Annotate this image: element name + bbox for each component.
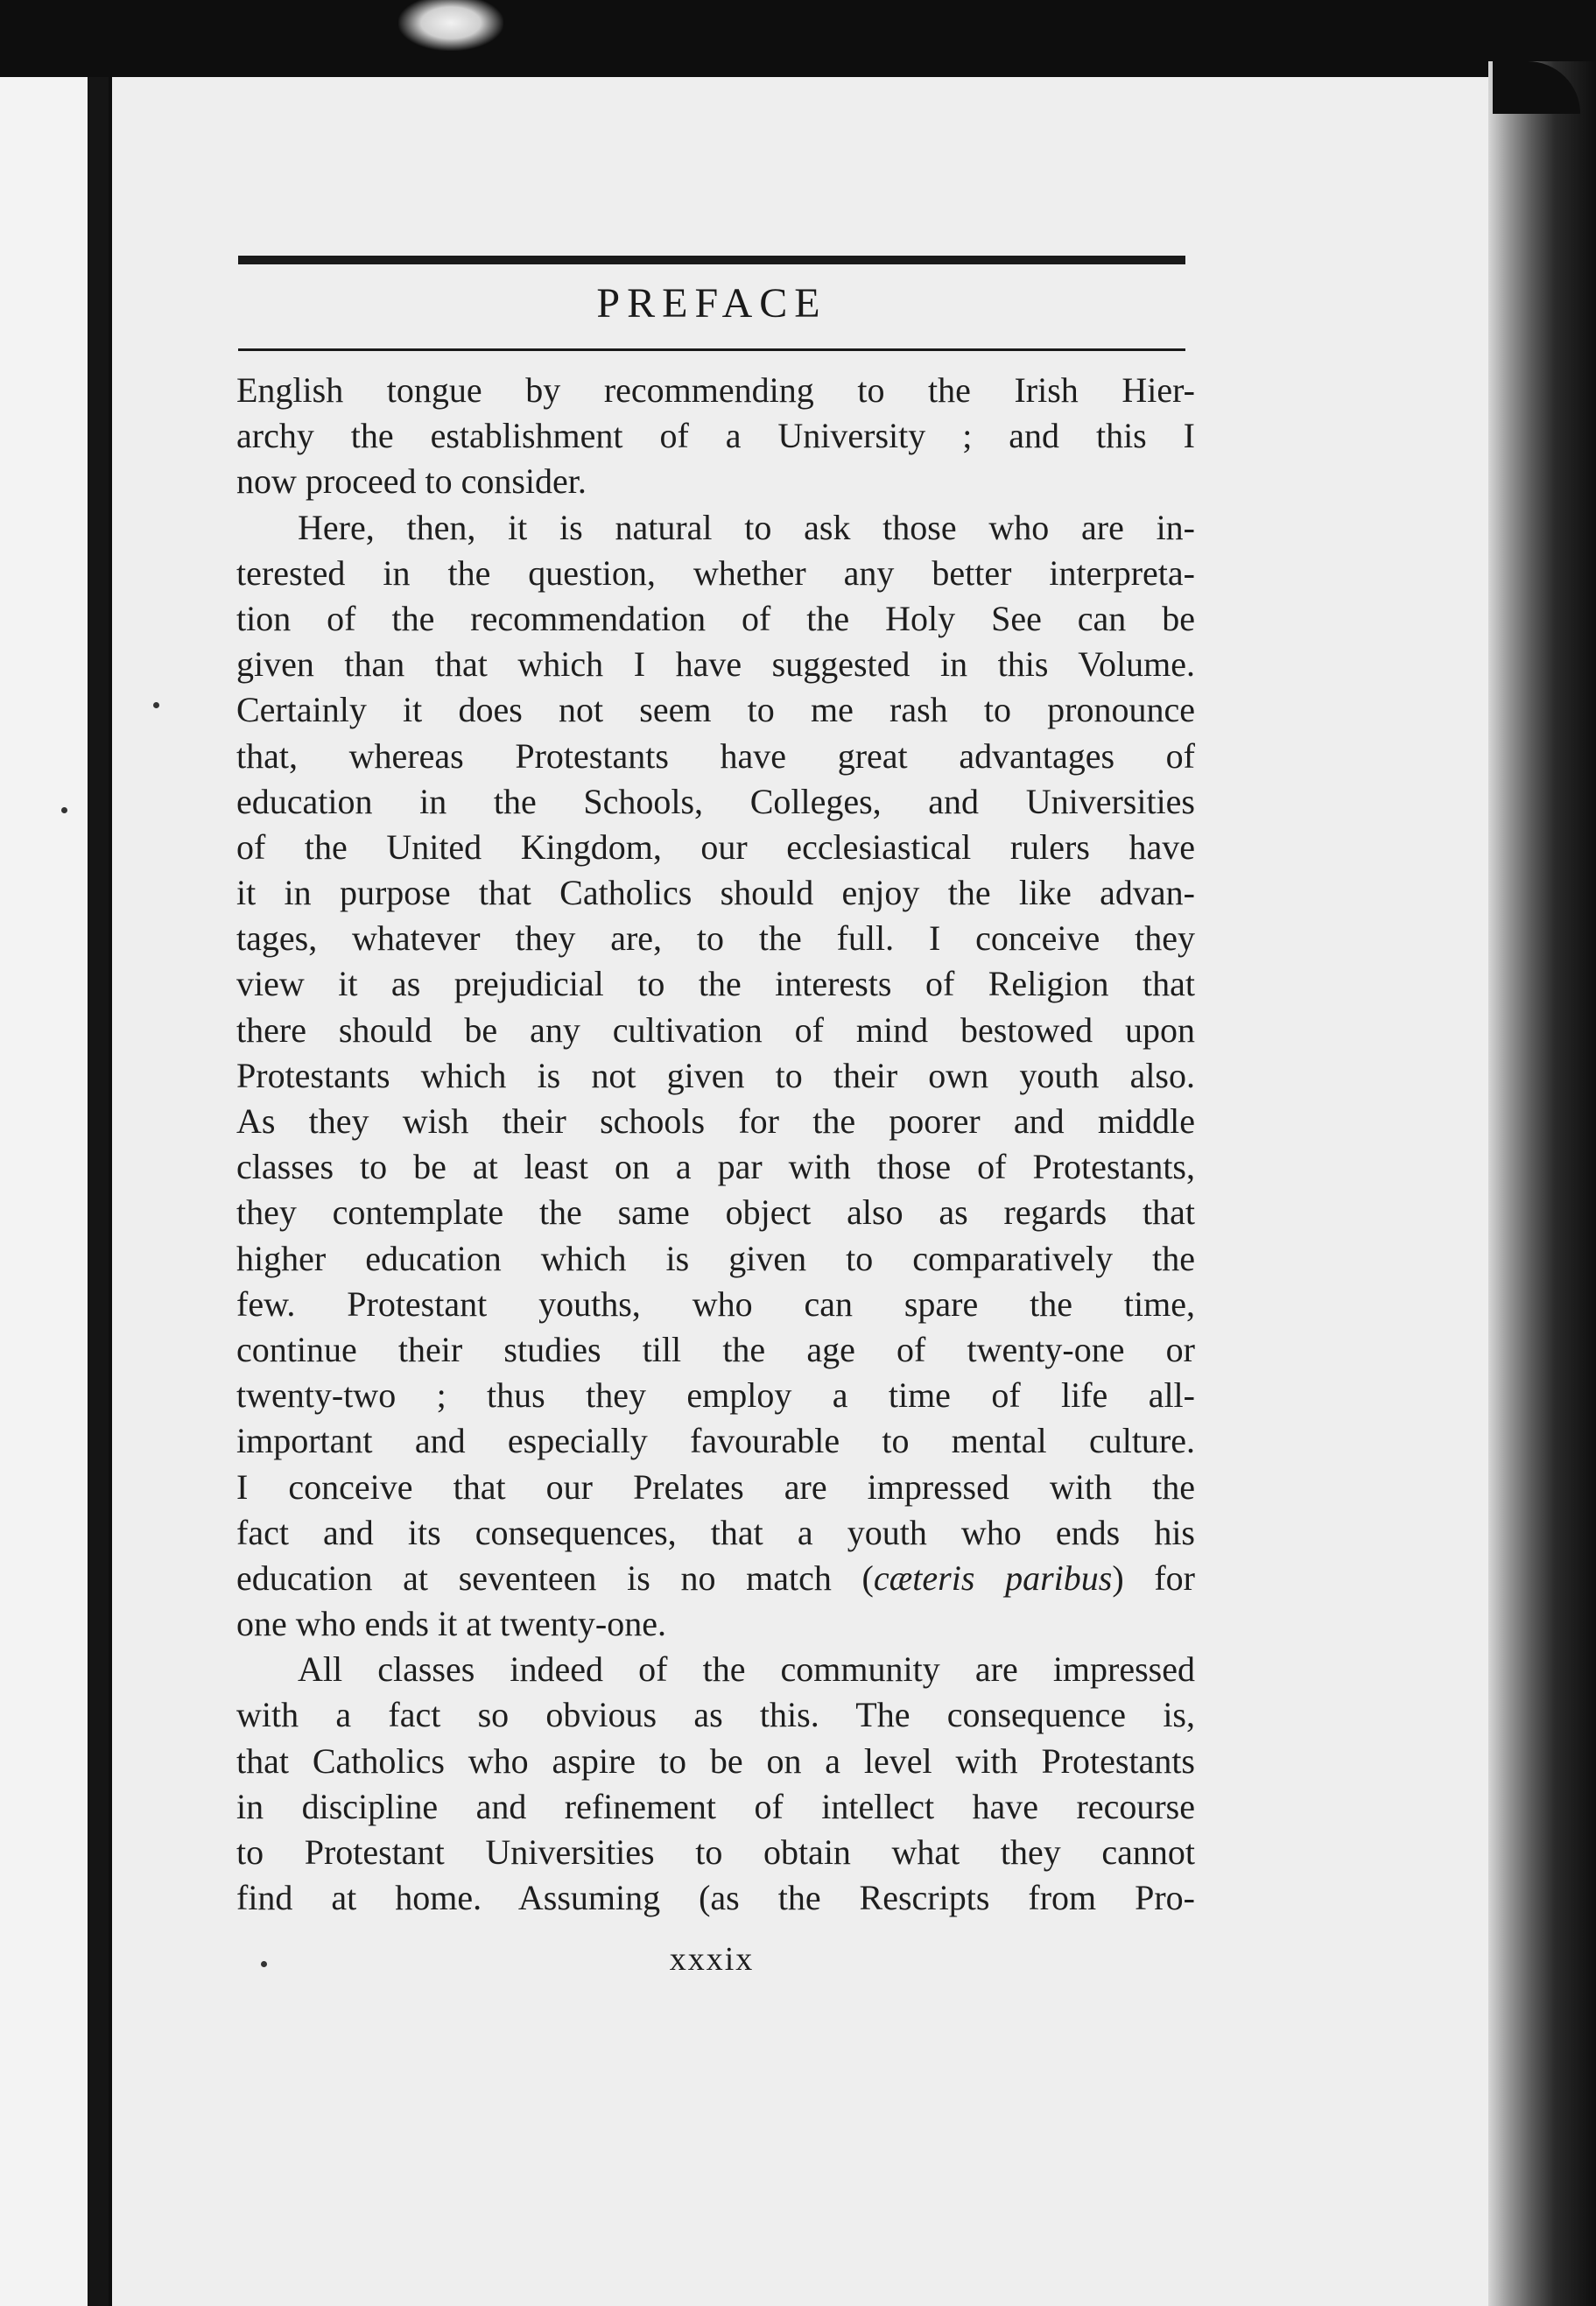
text-line: there should be any cultivation of mind bestowed upon — [236, 1009, 1195, 1050]
text-line: classes to be at least on a par with those of Protestants, — [236, 1147, 1195, 1187]
text-line: with a fact so obvious as this. The consequence is, — [236, 1695, 1195, 1735]
page-title: PREFACE — [596, 280, 827, 327]
text-line: that Catholics who aspire to be on a level with Protestants — [236, 1740, 1195, 1781]
text-line: I conceive that our Prelates are impressed with the — [236, 1466, 1195, 1507]
text-line: higher education which is given to comparatively the — [236, 1238, 1195, 1278]
header-rule-bottom — [238, 348, 1185, 351]
text-segment: ( — [831, 1557, 874, 1598]
text-line: All classes indeed of the community are impressed — [298, 1649, 1195, 1690]
text-line: it in purpose that Catholics should enjoy the like advan- — [236, 873, 1195, 913]
text-line: archy the establishment of a University ; and this I — [236, 416, 1195, 456]
text-line: terested in the question, whether any better interpreta- — [236, 552, 1195, 593]
text-line: English tongue by recommending to the Irish Hier- — [236, 370, 1195, 410]
text-line: Protestants which is not given to their own youth also. — [236, 1055, 1195, 1095]
ink-speck — [153, 702, 159, 708]
text-line: Certainly it does not seem to me rash to pronounce — [236, 690, 1195, 730]
text-line: to Protestant Universities to obtain what they cannot — [236, 1832, 1195, 1872]
text-line: given than that which I have suggested in this Volume. — [236, 644, 1195, 685]
ink-speck — [61, 807, 67, 813]
text-line: continue their studies till the age of twenty-one or — [236, 1329, 1195, 1369]
text-line-with-italic — [236, 1556, 1195, 1601]
text-line: now proceed to consider. — [236, 461, 587, 502]
text-line: of the United Kingdom, our ecclesiastical rulers have — [236, 826, 1195, 867]
text-line: important and especially favourable to mental culture. — [236, 1421, 1195, 1461]
text-line: find at home. Assuming (as the Rescripts from Pro- — [236, 1878, 1195, 1918]
text-line: tion of the recommendation of the Holy See can be — [236, 598, 1195, 638]
text-line: tages, whatever they are, to the full. I conceive they — [236, 918, 1195, 959]
text-line: in discipline and refinement of intellect have recourse — [236, 1786, 1195, 1826]
text-segment: education at seventeen is no match — [236, 1557, 832, 1598]
text-line: As they wish their schools for the poorer and middle — [236, 1101, 1195, 1141]
text-line: twenty-two ; thus they employ a time of life all- — [236, 1375, 1195, 1416]
italic-phrase: cæteris paribus — [873, 1557, 1113, 1598]
text-line: one who ends it at twenty-one. — [236, 1604, 666, 1644]
book-spine-shadow — [88, 77, 109, 2306]
text-segment: ) for — [1112, 1557, 1195, 1598]
text-line: few. Protestant youths, who can spare the time, — [236, 1283, 1195, 1324]
text-line: Here, then, it is natural to ask those who are in- — [298, 507, 1195, 547]
text-line: that, whereas Protestants have great advantages of — [236, 735, 1195, 776]
page-number: xxxix — [669, 1941, 755, 1978]
scan-border-right — [1488, 61, 1596, 2306]
header-rule-top — [238, 256, 1185, 264]
body-text — [236, 368, 1195, 1921]
text-line: they contemplate the same object also as regards that — [236, 1192, 1195, 1233]
text-line: education in the Schools, Colleges, and Universities — [236, 781, 1195, 821]
text-line: view it as prejudicial to the interests of Religion that — [236, 964, 1195, 1004]
text-line: fact and its consequences, that a youth who ends his — [236, 1512, 1195, 1552]
scan-border-top — [0, 0, 1596, 77]
facing-page-edge — [0, 77, 88, 2306]
scan-artifact — [398, 0, 503, 51]
